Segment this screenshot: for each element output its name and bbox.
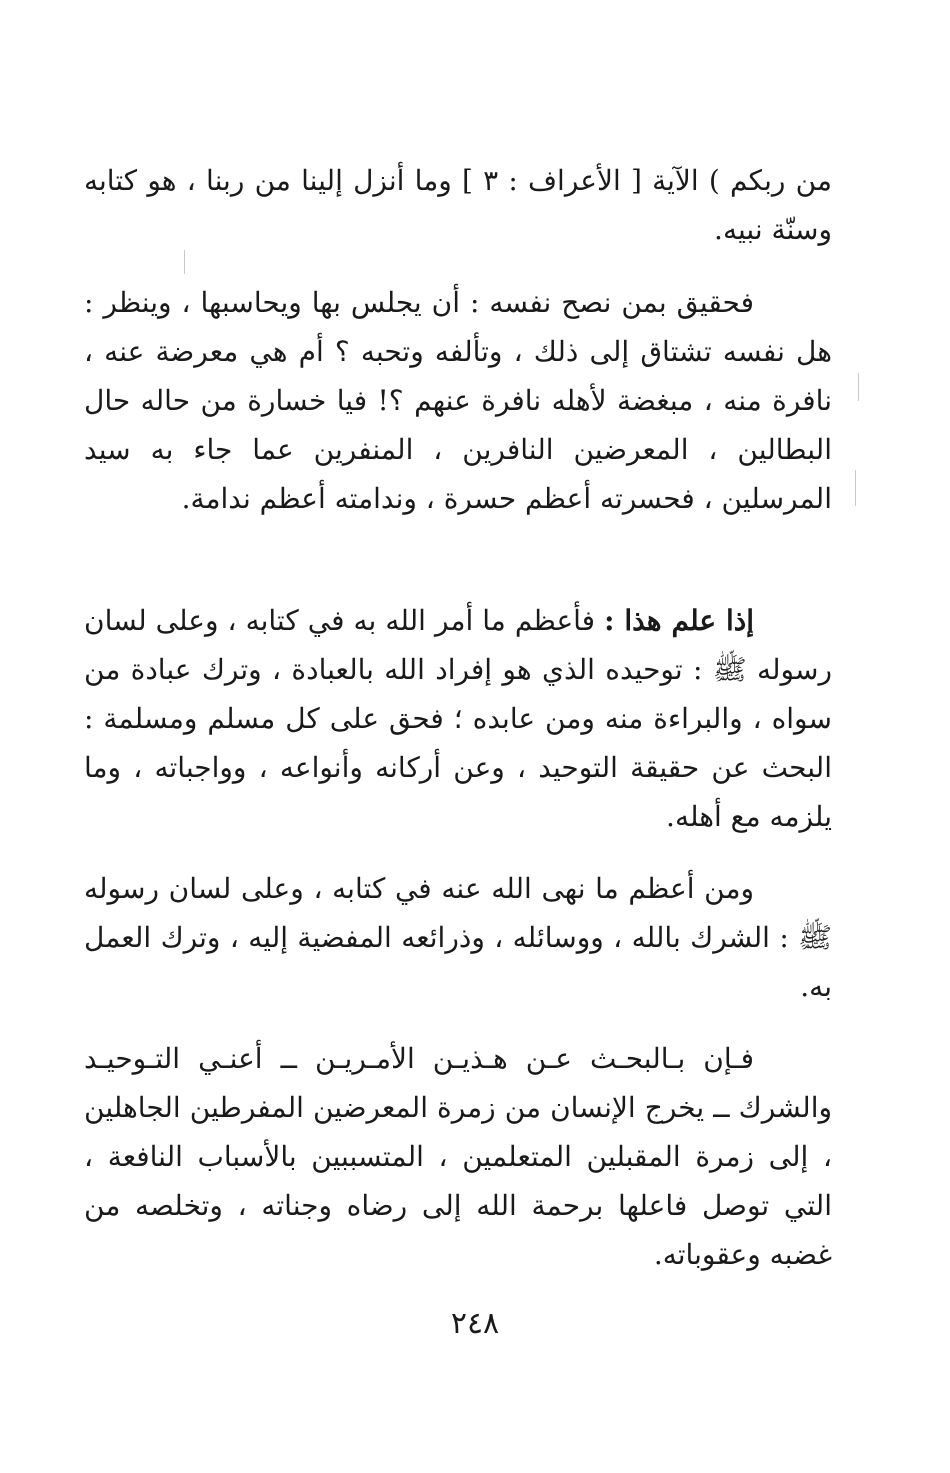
paragraph-text: من ربكم ) الآية [ الأعراف : ٣ ] وما أنزل إلينا من ربنا ، هو كتابه وسنّة نبيه. bbox=[84, 164, 832, 246]
scan-mark bbox=[184, 250, 185, 274]
paragraph-continuation bbox=[84, 156, 832, 254]
paragraph-text: ومن أعظم ما نهى الله عنه في كتابه ، وعلى لسان رسوله ﷺ : الشرك بالله ، ووسائله ، وذرائعه المفضية إليه ، وترك العمل به. bbox=[84, 872, 832, 1003]
paragraph-text: فحقيق بمن نصح نفسه : أن يجلس بها ويحاسبها ، وينظر : هل نفسه تشتاق إلى ذلك ، وتألفه وتحبه ؟ أم هي معرضة عنه ، نافرة منه ، مبغضة لأهله نافرة عنهم ؟! فيا خسارة من حاله حال البطالين ، المعرضين النافرين ، المنفرين عما جاء به سيد المرسلين ، فحسرته أعظم حسرة ، وندامته أعظم ندامة. bbox=[84, 286, 832, 515]
paragraph-self-accounting bbox=[84, 278, 832, 523]
scan-mark bbox=[858, 373, 859, 401]
page-number: ٢٤٨ bbox=[450, 1306, 500, 1341]
paragraph-conclusion bbox=[84, 1034, 832, 1279]
paragraph-text: فـإن بـالبحـث عـن هـذيـن الأمـريـن ــ أعنـي التـوحيـد والشرك ــ يخرج الإنسان من زمرة المعرضين المفرطين الجاهلين ، إلى زمرة المقبلين المتعلمين ، المتسببين بالأسباب النافعة ، التي توصل فاعلها برحمة الله إلى رضاه وجناته ، وتخلصه من غضبه وعقوباته. bbox=[84, 1042, 832, 1271]
paragraph-shirk bbox=[84, 864, 832, 1011]
paragraph-body bbox=[84, 596, 832, 841]
paragraph-lead: إذا علم هذا : bbox=[604, 604, 754, 637]
paragraph-tawhid bbox=[84, 596, 832, 841]
paragraph-text: فأعظم ما أمر الله به في كتابه ، وعلى لسان رسوله ﷺ : توحيده الذي هو إفراد الله بالعبادة ، وترك عبادة من سواه ، والبراءة منه ومن عابده ؛ فحق على كل مسلم ومسلمة : البحث عن حقيقة التوحيد ، وعن أركانه وأنواعه ، وواجباته ، وما يلزمه مع أهله. bbox=[84, 604, 832, 833]
scan-mark bbox=[855, 470, 856, 506]
